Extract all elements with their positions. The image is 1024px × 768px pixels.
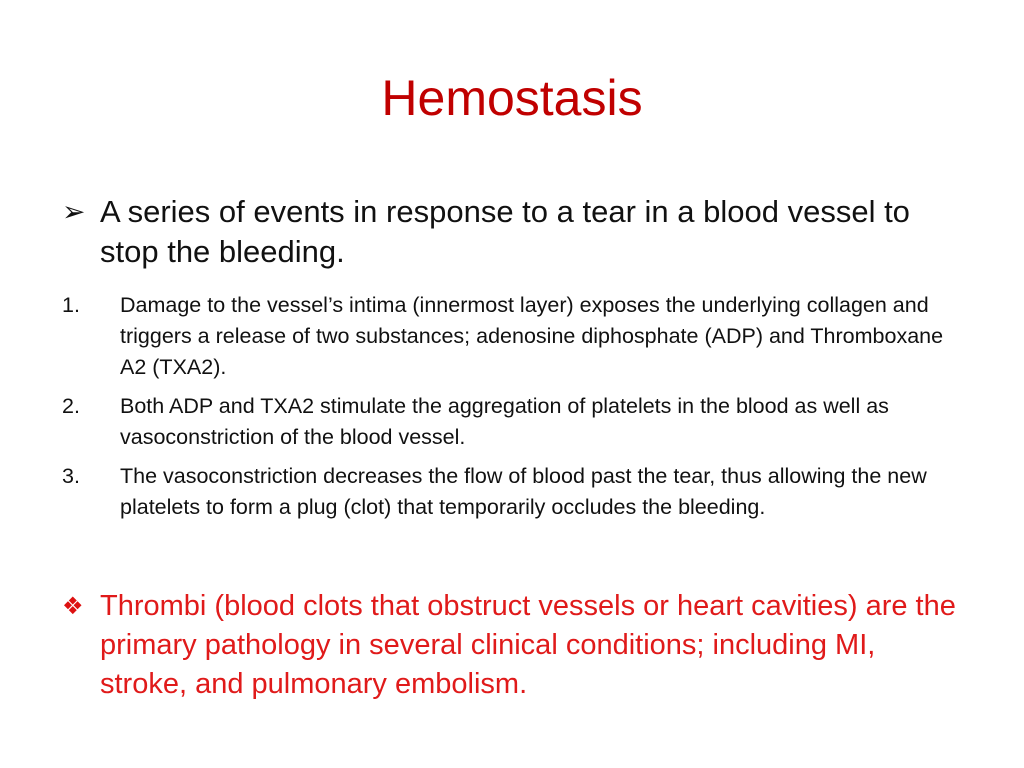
step-text: Damage to the vessel’s intima (innermost layer) exposes the underlying collagen and triggers a release of two substances; adenosine diphosphate (ADP) and Thromboxane A2 (TXA2). — [120, 293, 944, 379]
main-bullet-text: A series of events in response to a tear in a blood vessel to stop the bleeding. — [100, 194, 910, 269]
main-bullet — [62, 192, 942, 272]
step-number: 2. — [62, 394, 80, 418]
step-item — [62, 290, 962, 383]
highlight-bullet-text: Thrombi (blood clots that obstruct vessels or heart cavities) are the primary pathology in several clinical conditions; including MI, stroke, and pulmonary embolism. — [100, 590, 956, 700]
numbered-steps — [62, 290, 962, 531]
step-item — [62, 461, 962, 523]
step-number: 1. — [62, 293, 80, 317]
highlight-bullet — [62, 587, 962, 704]
slide-title: Hemostasis — [381, 70, 643, 126]
diamond-bullet-icon: ❖ — [62, 593, 84, 620]
arrow-bullet-icon: ➢ — [62, 196, 86, 227]
step-item — [62, 391, 962, 453]
step-text: The vasoconstriction decreases the flow of blood past the tear, thus allowing the new platelets to form a plug (clot) that temporarily occludes the bleeding. — [120, 464, 927, 519]
step-number: 3. — [62, 464, 80, 488]
step-text: Both ADP and TXA2 stimulate the aggregation of platelets in the blood as well as vasoconstriction of the blood vessel. — [120, 394, 889, 449]
